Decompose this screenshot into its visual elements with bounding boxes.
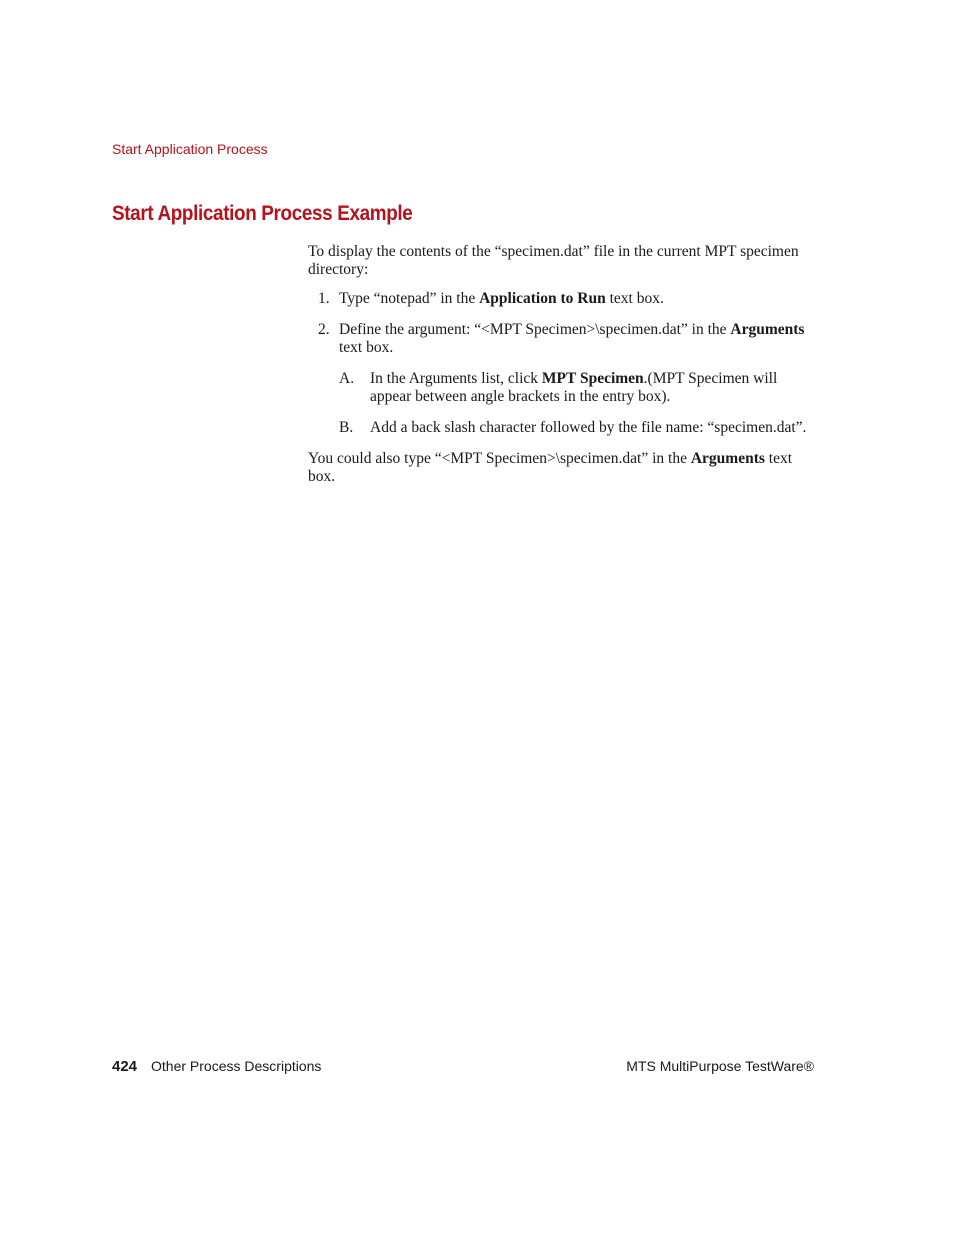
footer-left xyxy=(112,1058,321,1075)
page-number: 424 xyxy=(112,1058,138,1075)
substep-bold-term: MPT Specimen xyxy=(541,370,644,387)
step-text: text box. xyxy=(605,290,664,307)
step-number: 2. xyxy=(318,321,330,338)
step-number: 1. xyxy=(318,290,330,307)
substep-a xyxy=(308,370,818,406)
substep-text: .(MPT Specimen will appear between angle brackets in the entry box). xyxy=(370,370,778,405)
step-2 xyxy=(308,321,818,357)
chapter-title: Other Process Descriptions xyxy=(151,1058,322,1074)
section-title: Start Application Process Example xyxy=(112,202,413,225)
substep-letter: B. xyxy=(339,419,354,436)
body-content xyxy=(308,243,818,486)
running-header: Start Application Process xyxy=(112,141,268,157)
substep-text: In the Arguments list, click xyxy=(370,370,542,387)
step-text: Define the argument: “<MPT Specimen>\specimen.dat” in the xyxy=(339,321,731,338)
step-bold-term: Application to Run xyxy=(479,290,606,307)
step-1 xyxy=(308,290,818,308)
substep-text: Add a back slash character followed by the file name: “specimen.dat”. xyxy=(370,419,807,436)
intro-paragraph: To display the contents of the “specimen.dat” file in the current MPT specimen directory: xyxy=(308,243,799,278)
step-text: text box. xyxy=(339,339,394,356)
step-text: Type “notepad” in the xyxy=(339,290,480,307)
closing-paragraph xyxy=(308,450,818,486)
closing-text: You could also type “<MPT Specimen>\specimen.dat” in the xyxy=(308,450,691,467)
substep-b xyxy=(308,419,818,437)
substep-letter: A. xyxy=(339,370,355,387)
closing-bold-term: Arguments xyxy=(690,450,765,467)
closing-text: text box. xyxy=(308,450,793,485)
product-name: MTS MultiPurpose TestWare® xyxy=(626,1058,814,1074)
step-bold-term: Arguments xyxy=(730,321,805,338)
